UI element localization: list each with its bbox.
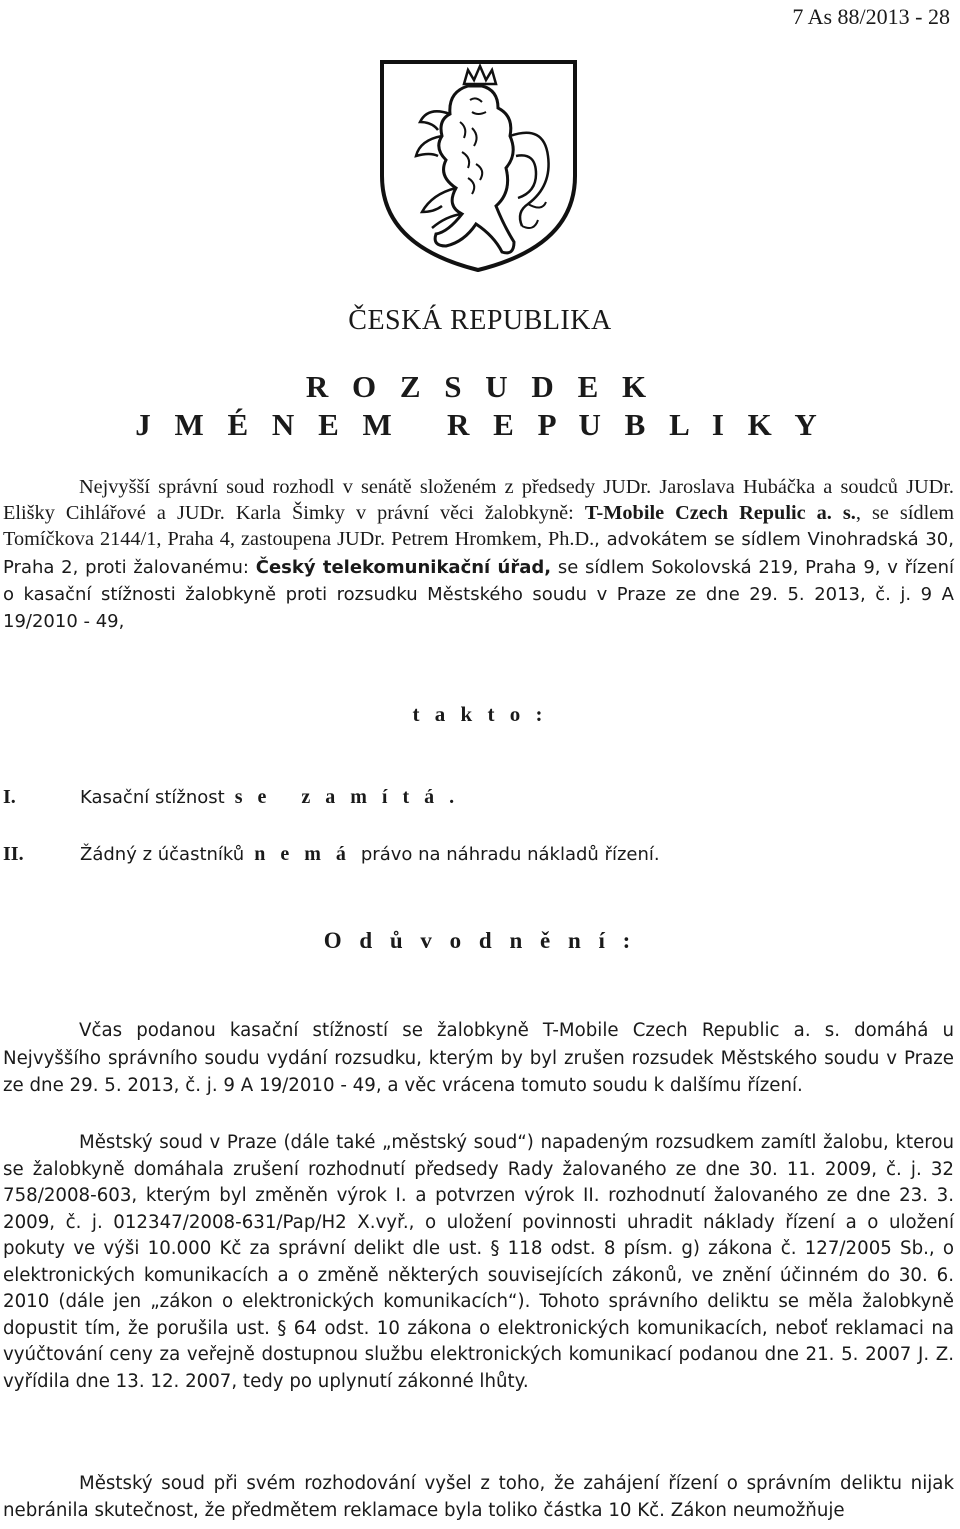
verdict-title-line2: J M É N E M R E P U B L I K Y [135, 407, 825, 442]
reasoning-paragraph-3: Městský soud při svém rozhodování vyšel z toho, že zahájení řízení o správním deliktu nijak nebránila skutečnost, že předmětem reklamace byla toliko částka 10 Kč. Zákon neumožňuje [3, 1473, 954, 1521]
decision-item-number: II. [3, 843, 24, 865]
decision-item-text: Žádný z účastníků [80, 844, 245, 865]
reasoning-heading: O d ů v o d n ě n í : [323, 928, 637, 953]
case-number: 7 As 88/2013 - 28 [792, 4, 950, 29]
plaintiff-name: T-Mobile Czech Repulic a. s. [584, 502, 856, 525]
decision-item-verb: n e m á [254, 843, 351, 865]
reasoning-paragraph-2: Městský soud v Praze (dále také „městský soud“) napadeným rozsudkem zamítl žalobu, kterou se žalobkyně domáhala zrušení rozhodnutí předsedy Rady žalovaného ze dne 30. 11. 2009, č. j. 32 758/2008-603, kterým byl změněn výrok I. a potvrzen výrok II. rozhodnutí žalovaného ze dne 23. 3. 2009, č. j. 012347/2008-631/Pap/H2 X.vyř., o uložení povinnosti uhradit náklady řízení a o uložení pokuty ve výši 10.000 Kč za správní delikt dle ust. § 118 odst. 8 písm. g) zákona č. 127/2005 Sb., o elektronických komunikacích a o změně některých souvisejících zákonů, ve znění účinném do 30. 6. 2010 (dále jen „zákon o elektronických komunikacích“). Tohoto správního deliktu se měla žalobkyně dopustit tím, že porušila ust. § 64 odst. 10 zákona o elektronických komunikacích, neboť reklamaci na vyúčtování ceny za veřejně dostupnou službu elektronických komunikací podanou dne 21. 5. 2007 J. Z. vyřídila dne 13. 12. 2007, tedy po uplynutí zákonné lhůty. [3, 1132, 954, 1392]
intro-text-d: se sídlem Sokolovská 219, Praha 9, v řízení o kasační stížnosti žalobkyně proti rozsudku Městského soudu v Praze ze dne 29. 5. 2013, č. j. 9 A 19/2010 - 49, [3, 556, 954, 633]
defendant-name: Český telekomunikační úřad, [255, 556, 552, 578]
intro-text-b: , se sídlem Tomíčkova 2144/1, Praha 4, zastoupena JUDr. Petrem Hromkem, Ph.D. [3, 502, 955, 551]
verdict-title-line1: R O Z S U D E K [305, 369, 655, 404]
intro-paragraph [3, 474, 954, 635]
intro-text-a: Nejvyšší správní soud rozhodl v senátě složeném z předsedy JUDr. Jaroslava Hubáčka a soudců JUDr. Elišky Cihlářové a JUDr. Karla Šimky v právní věci žalobkyně: [3, 476, 954, 525]
intro-text-c: , advokátem se sídlem Vinohradská 30, Praha 2, proti žalovanému: [3, 529, 954, 578]
reasoning-paragraph-1: Včas podanou kasační stížností se žalobkyně T-Mobile Czech Republic a. s. domáhá u Nejvyššího správního soudu vydání rozsudku, kterým by byl zrušen rozsudek Městského soudu v Praze ze dne 29. 5. 2013, č. j. 9 A 19/2010 - 49, a věc vrácena tomuto soudu k dalšímu řízení. [3, 1020, 954, 1096]
coat-of-arms-lion-icon [376, 56, 581, 274]
country-title: ČESKÁ REPUBLIKA [348, 305, 612, 336]
decision-item-text-b: právo na náhradu nákladů řízení. [360, 844, 660, 865]
decision-item-number: I. [3, 786, 16, 808]
decision-heading: t a k t o : [412, 702, 548, 726]
verdict-title [0, 368, 960, 444]
decision-item-text: Kasační stížnost [80, 787, 225, 808]
decision-item-verb: s e z a m í t á . [234, 786, 460, 808]
